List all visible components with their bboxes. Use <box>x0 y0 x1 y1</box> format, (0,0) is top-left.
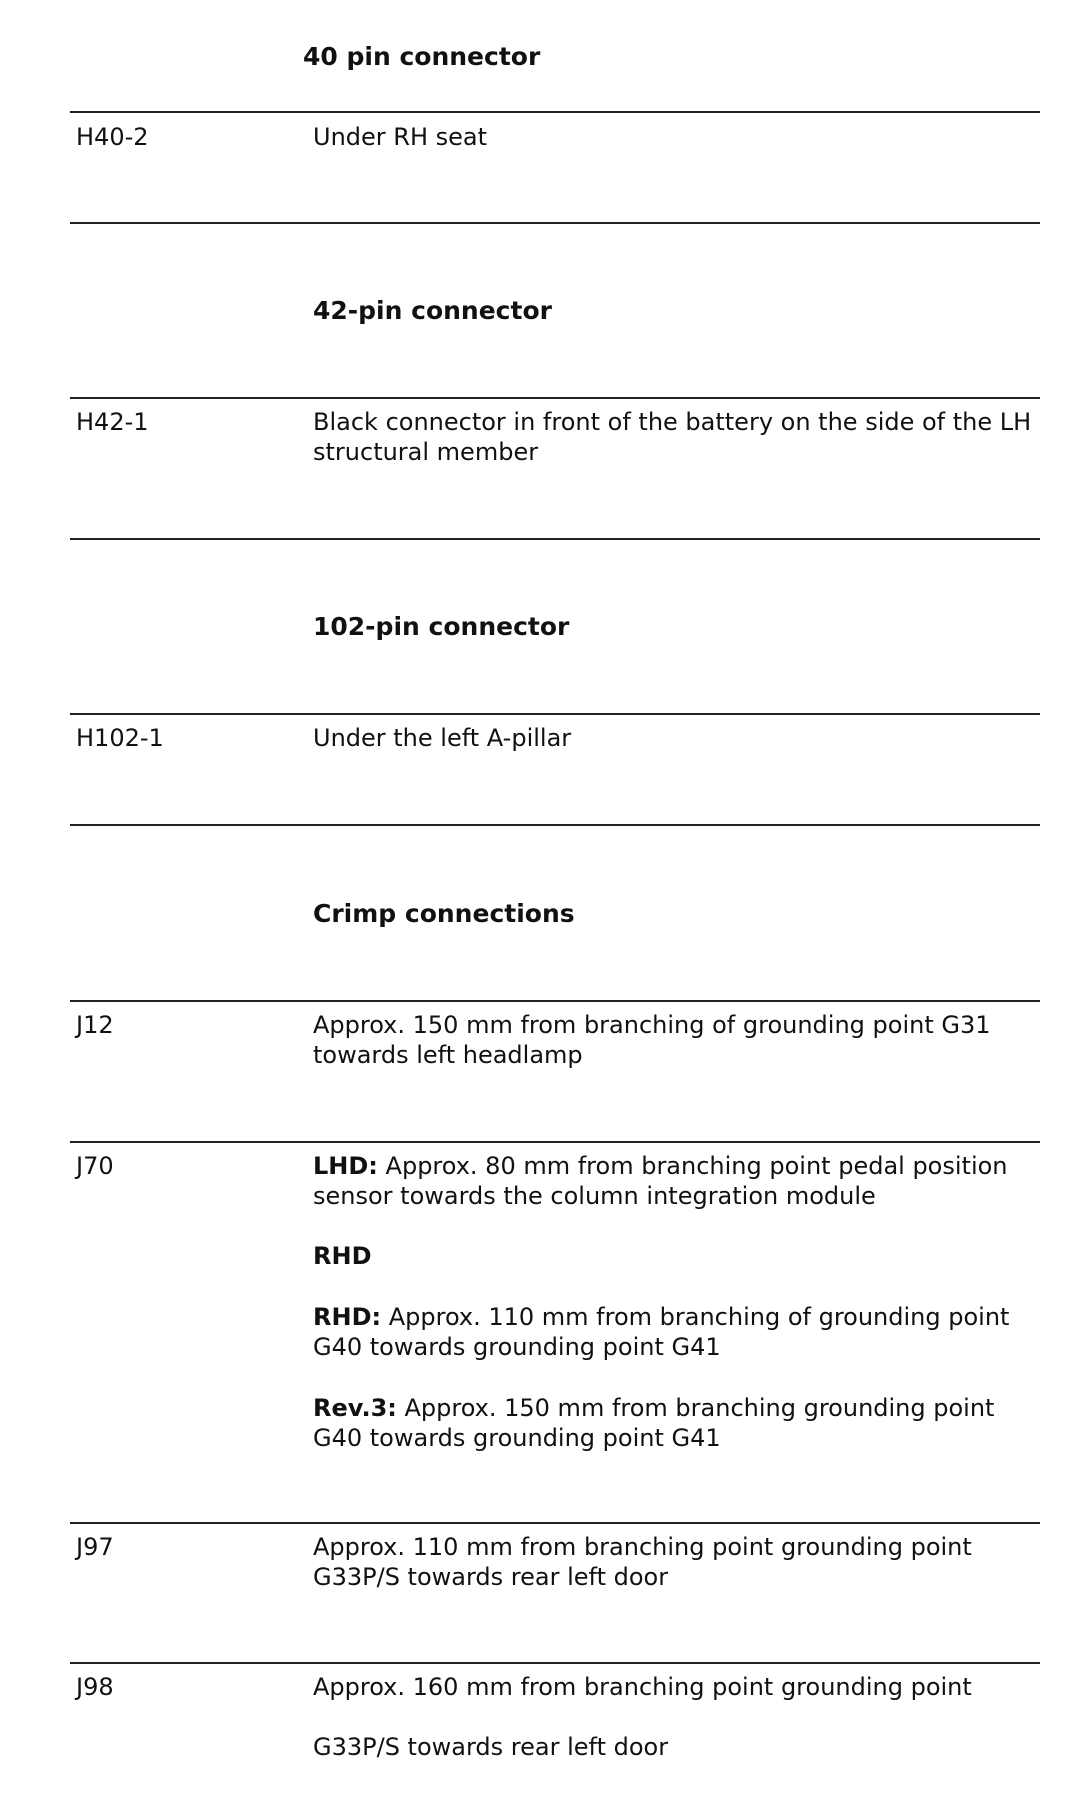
rhd-text: Approx. 110 mm from branching of grounding point G40 towards grounding point G41 <box>313 1303 1010 1361</box>
table-rule <box>70 1522 1040 1524</box>
lhd-text: Approx. 80 mm from branching point pedal position sensor towards the column integration module <box>313 1152 1008 1210</box>
connector-code: H102-1 <box>76 724 164 752</box>
table-rule <box>70 538 1040 540</box>
lhd-label: LHD: <box>313 1152 378 1180</box>
crimp-location: Approx. 110 mm from branching point grounding point G33P/S towards rear left door <box>313 1533 972 1591</box>
table-rule <box>70 397 1040 399</box>
crimp-location: Approx. 150 mm from branching of grounding point G31 towards left headlamp <box>313 1011 991 1069</box>
crimp-location-j70 <box>313 1151 1043 1453</box>
rhd-note <box>313 1302 1043 1362</box>
table-rule <box>70 1662 1040 1664</box>
connector-code: H40-2 <box>76 123 149 151</box>
connector-location: Under RH seat <box>313 123 488 151</box>
rev3-text: Approx. 150 mm from branching grounding point G40 towards grounding point G41 <box>313 1394 995 1452</box>
section-heading-42-pin: 42-pin connector <box>313 296 552 325</box>
table-rule <box>70 222 1040 224</box>
crimp-location <box>313 1672 1043 1762</box>
table-rule <box>70 713 1040 715</box>
rhd-label: RHD: <box>313 1303 382 1331</box>
connector-location: Black connector in front of the battery on the side of the LH structural member <box>313 408 1032 466</box>
connector-location: Under the left A-pillar <box>313 724 572 752</box>
rhd-heading: RHD <box>313 1242 372 1270</box>
crimp-code: J70 <box>76 1152 114 1180</box>
lhd-note <box>313 1151 1043 1211</box>
table-rule <box>70 111 1040 113</box>
crimp-location-line-1: Approx. 160 mm from branching point grounding point <box>313 1673 972 1701</box>
crimp-code: J97 <box>76 1533 114 1561</box>
section-heading-crimp-connections: Crimp connections <box>313 899 575 928</box>
rev3-label: Rev.3: <box>313 1394 397 1422</box>
crimp-location-line-2: G33P/S towards rear left door <box>313 1733 669 1761</box>
crimp-code: J12 <box>76 1011 114 1039</box>
table-rule <box>70 1141 1040 1143</box>
section-heading-40-pin: 40 pin connector <box>303 42 541 71</box>
section-heading-102-pin: 102-pin connector <box>313 612 570 641</box>
table-rule <box>70 1000 1040 1002</box>
rhd-subheading <box>313 1241 1043 1271</box>
table-rule <box>70 824 1040 826</box>
connector-code: H42-1 <box>76 408 149 436</box>
crimp-code: J98 <box>76 1673 114 1701</box>
rev3-note <box>313 1393 1043 1453</box>
